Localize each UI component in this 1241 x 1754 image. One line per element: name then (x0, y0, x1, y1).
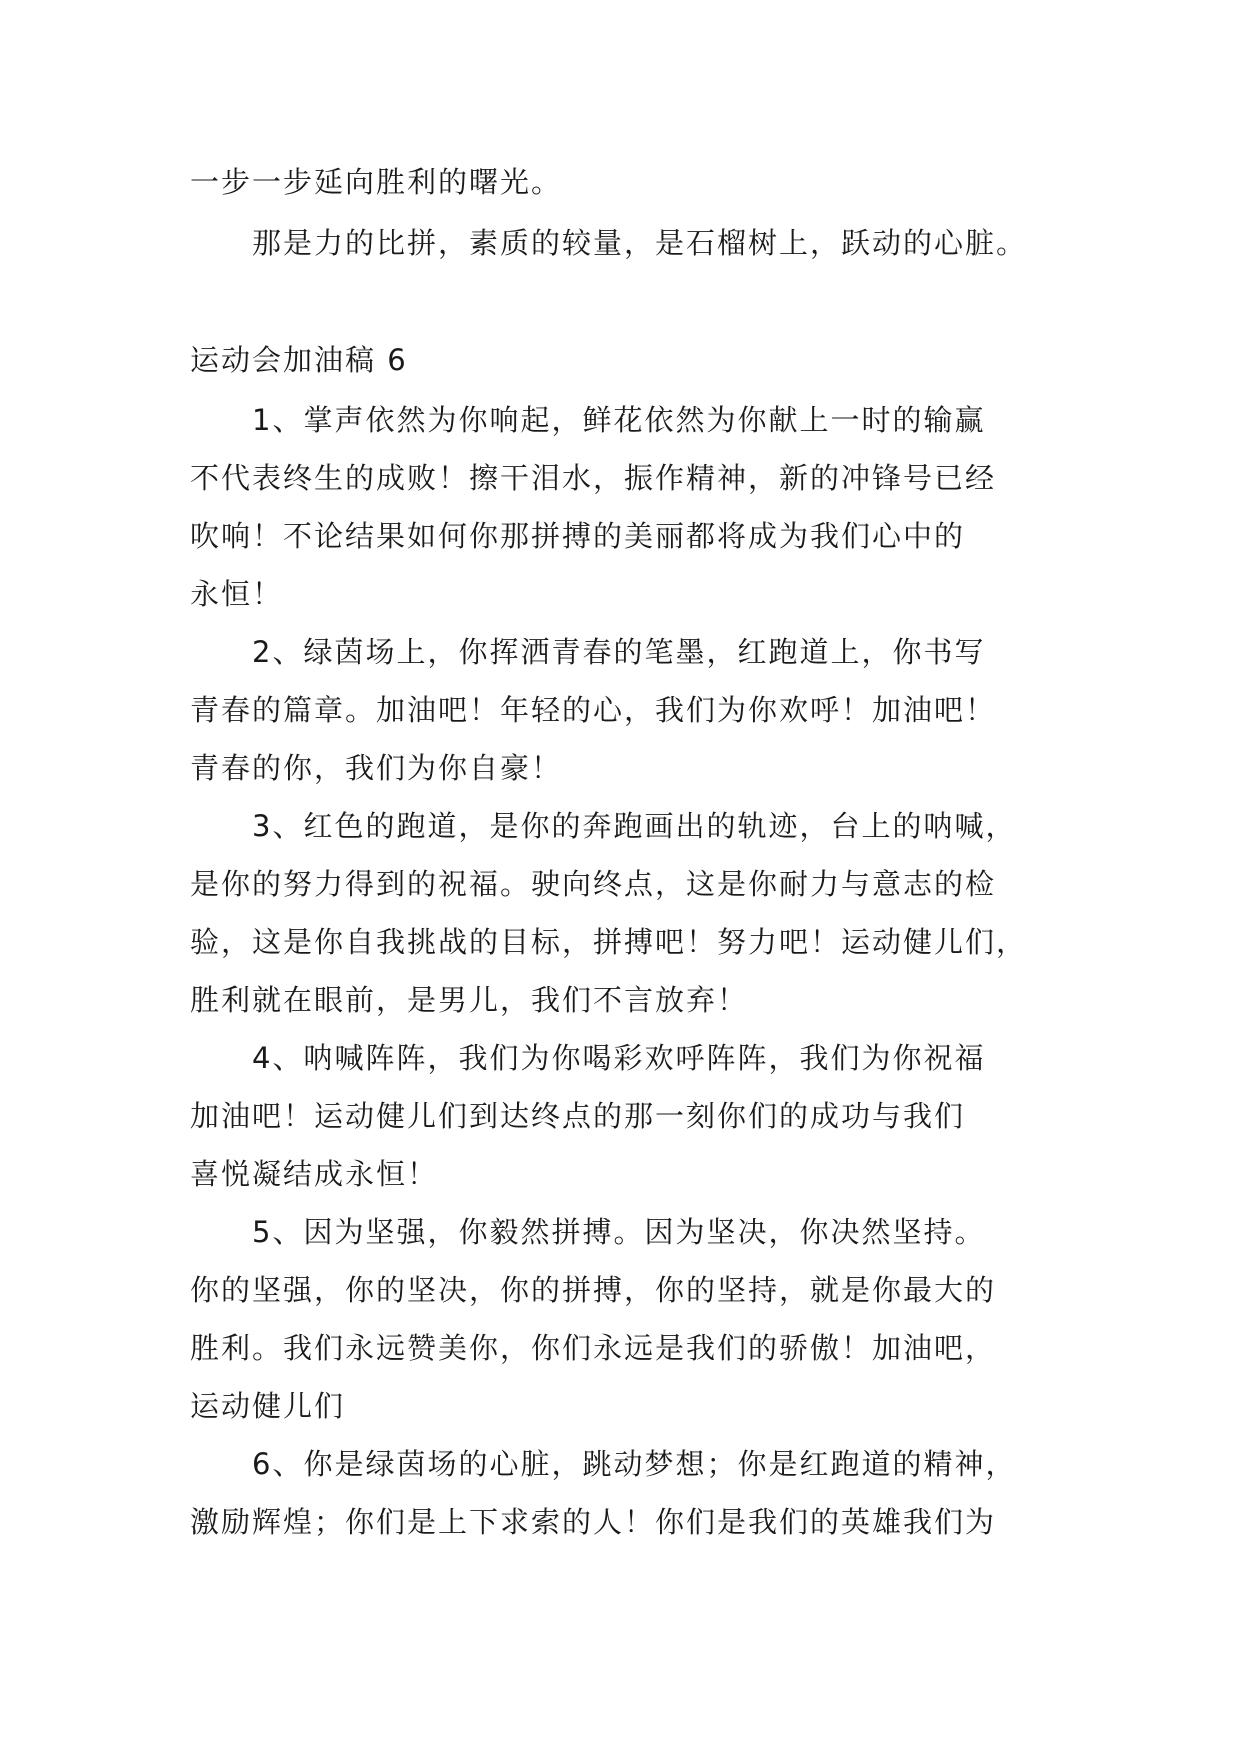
paragraph-line: 验，这是你自我挑战的目标，拼搏吧！努力吧！运动健儿们， (190, 925, 1028, 959)
intro-line: 那是力的比拼，素质的较量，是石榴树上，跃动的心脏。 (252, 226, 1028, 260)
intro-line: 一步一步延向胜利的曙光。 (190, 165, 563, 199)
paragraph-line: 青春的你，我们为你自豪！ (190, 751, 563, 785)
paragraph-line: 加油吧！运动健儿们到达终点的那一刻你们的成功与我们 (190, 1099, 966, 1133)
paragraph-line: 胜利。我们永远赞美你，你们永远是我们的骄傲！加油吧， (190, 1331, 997, 1365)
paragraph-line: 1、掌声依然为你响起，鲜花依然为你献上一时的输赢 (252, 403, 986, 437)
section-title: 运动会加油稿 6 (190, 343, 408, 377)
paragraph-line: 激励辉煌；你们是上下求索的人！你们是我们的英雄我们为 (190, 1505, 997, 1539)
paragraph-line: 3、红色的跑道，是你的奔跑画出的轨迹，台上的呐喊， (252, 809, 1017, 843)
paragraph-line: 5、因为坚强，你毅然拼搏。因为坚决，你决然坚持。 (252, 1215, 986, 1249)
paragraph-line: 2、绿茵场上，你挥洒青春的笔墨，红跑道上，你书写 (252, 635, 986, 669)
paragraph-line: 青春的篇章。加油吧！年轻的心，我们为你欢呼！加油吧！ (190, 693, 997, 727)
paragraph-line: 不代表终生的成败！擦干泪水，振作精神，新的冲锋号已经 (190, 461, 997, 495)
paragraph-line: 是你的努力得到的祝福。驶向终点，这是你耐力与意志的检 (190, 867, 997, 901)
paragraph-line: 永恒！ (190, 577, 284, 611)
paragraph-line: 胜利就在眼前，是男儿，我们不言放弃！ (190, 983, 749, 1017)
paragraph-line: 吹响！不论结果如何你那拼搏的美丽都将成为我们心中的 (190, 519, 966, 553)
paragraph-line: 6、你是绿茵场的心脏，跳动梦想；你是红跑道的精神， (252, 1447, 1017, 1481)
paragraph-line: 你的坚强，你的坚决，你的拼搏，你的坚持，就是你最大的 (190, 1273, 997, 1307)
paragraph-line: 4、呐喊阵阵，我们为你喝彩欢呼阵阵，我们为你祝福 (252, 1041, 986, 1075)
paragraph-line: 喜悦凝结成永恒！ (190, 1157, 439, 1191)
paragraph-line: 运动健儿们 (190, 1389, 346, 1423)
